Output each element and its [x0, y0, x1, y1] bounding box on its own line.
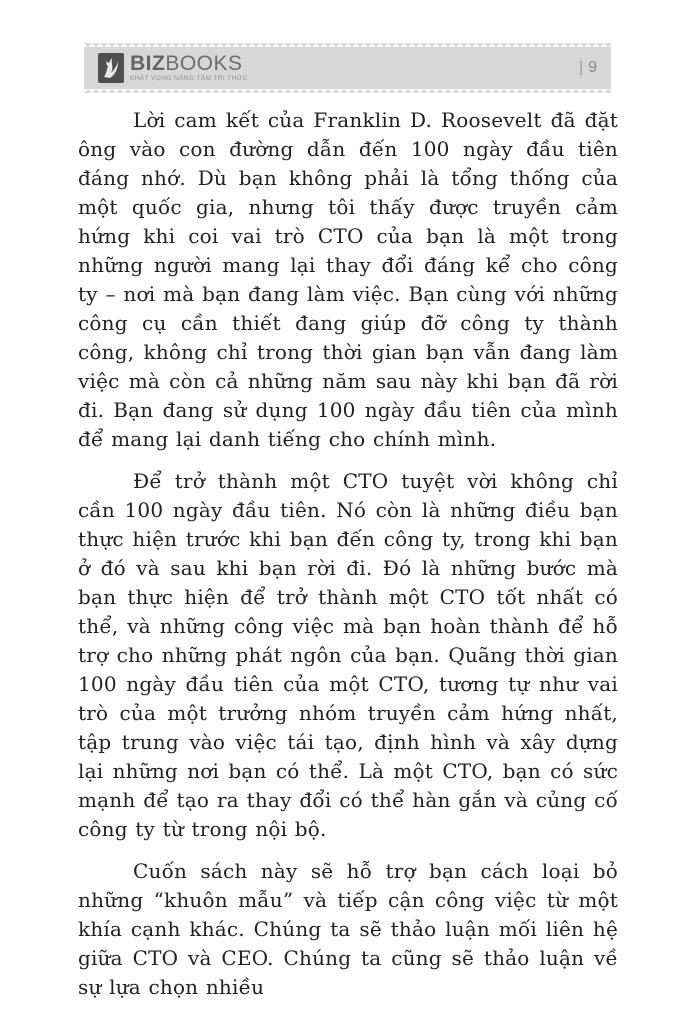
brand-name-biz: BIZ [130, 52, 166, 76]
paragraph: Lời cam kết của Franklin D. Roosevelt đã đặt ông vào con đường dẫn đến 100 ngày đầu tiên đáng nhớ. Dù bạn không phải là tổng thống của một quốc gia, nhưng tôi thấy được truyền cảm hứng khi coi vai trò CTO của bạn là một trong những người mang lại thay đổi đáng kể cho công ty – nơi mà bạn đang làm việc. Bạn cùng với những công cụ cần thiết đang giúp đỡ công ty thành công, không chỉ trong thời gian bạn vẫn đang làm việc mà còn cả những năm sau này khi bạn đã rời đi. Bạn đang sử dụng 100 ngày đầu tiên của mình để mang lại danh tiếng cho chính mình. [78, 108, 618, 451]
brand-name [130, 53, 248, 74]
publisher-brand [98, 53, 248, 83]
bizbooks-logo-icon [98, 53, 124, 83]
body-text [78, 106, 618, 1015]
brand-tagline: KHÁT VỌNG NÂNG TẦM TRI THỨC [130, 75, 248, 83]
page-number-value: 9 [588, 59, 597, 76]
page-number [579, 59, 601, 77]
brand-name-books: BOOKS [165, 52, 243, 76]
paragraph: Cuốn sách này sẽ hỗ trợ bạn cách loại bỏ những “khuôn mẫu” và tiếp cận công việc từ một khía cạnh khác. Chúng ta sẽ thảo luận mối liên hệ giữa CTO và CEO. Chúng ta cũng sẽ thảo luận về sự lựa chọn nhiều [78, 859, 618, 999]
page-number-separator: | [578, 59, 584, 76]
paragraph: Để trở thành một CTO tuyệt vời không chỉ cần 100 ngày đầu tiên. Nó còn là những điều bạn thực hiện trước khi bạn đến công ty, trong khi bạn ở đó và sau khi bạn rời đi. Đó là những bước mà bạn thực hiện để trở thành một CTO tốt nhất có thể, và những công việc mà bạn hoàn thành để hỗ trợ cho những phát ngôn của bạn. Quãng thời gian 100 ngày đầu tiên của một CTO, tương tự như vai trò của một trưởng nhóm truyền cảm hứng nhất, tập trung vào việc tái tạo, định hình và xây dựng lại những nơi bạn có thể. Là một CTO, bạn có sức mạnh để tạo ra thay đổi có thể hàn gắn và củng cố công ty từ trong nội bộ. [78, 469, 618, 841]
brand-text [130, 53, 248, 83]
header-band [84, 47, 611, 89]
